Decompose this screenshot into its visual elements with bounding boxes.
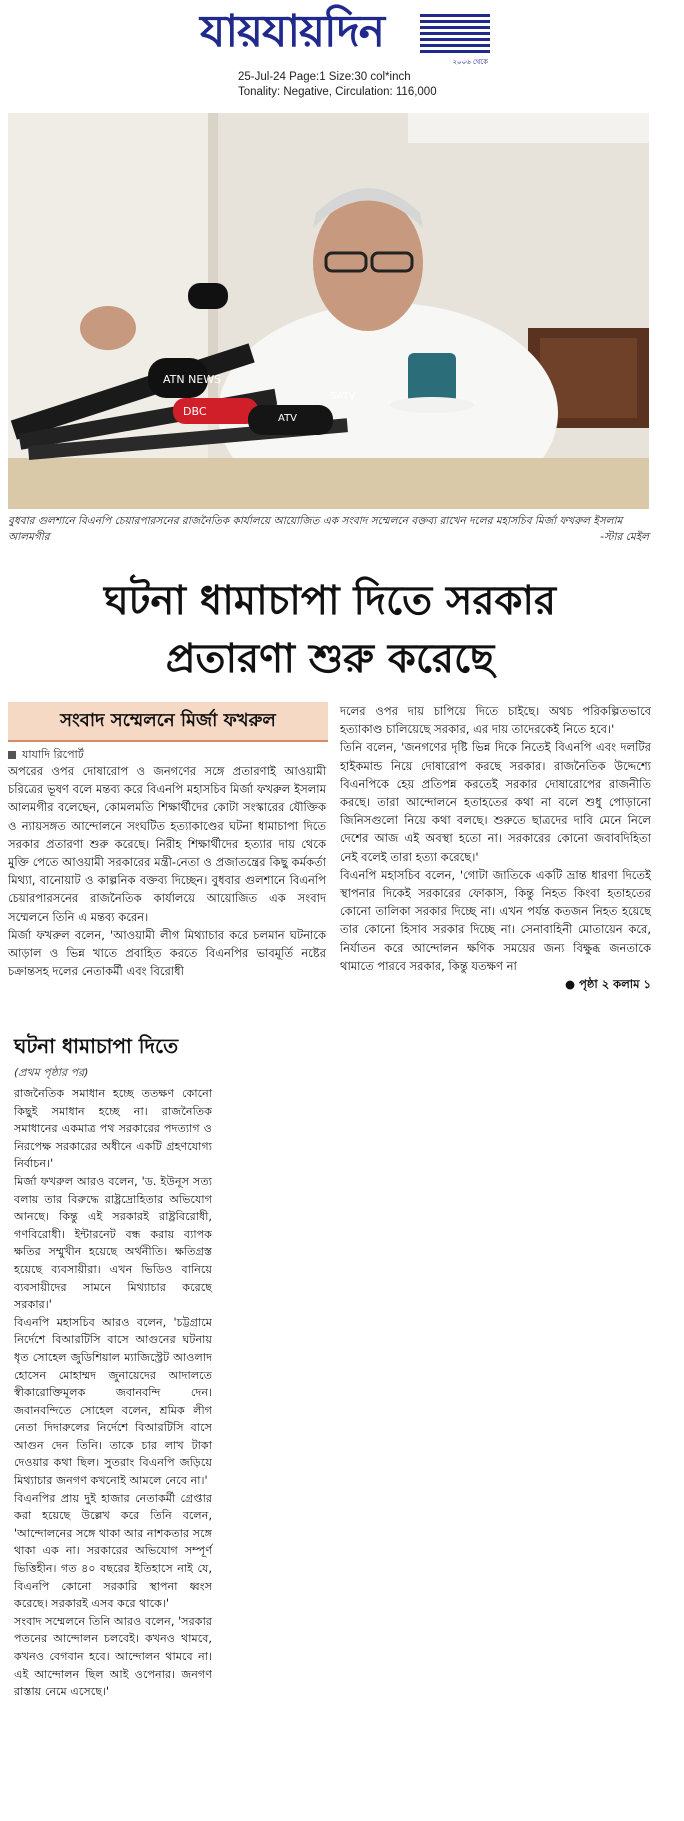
article-paragraph: তিনি বলেন, 'জনগণের দৃষ্টি ভিন্ন দিকে নিতেই বিএনপি এবং দলটির হাইকমান্ড নিয়ে দোষারোপ করছে সরকার। রাজনৈতিক উদ্দেশ্যে বিএনপিকে হেয় প্রতিপন্ন করতেই সরকার দোষারোপের রাজনীতি করছে। তারা আন্দোলনে হতাহতের কথা না বলে শুধু পোড়ানো জিনিসগুলো নিয়ে কথা বলছে। শুরুতে ছাত্রদের দাবি মেনে নিলে দেশের আজ এই অবস্থা হতো না। সরকারের কোনো জবাবদিহিতা নেই বলেই তারা হত্যা করেছে।': [340, 740, 651, 864]
continuation-paragraph: রাজনৈতিক সমাধান হচ্ছে ততক্ষণ কোনো কিছুই সমাধান হচ্ছে না। রাজনৈতিক সমাধানের একমাত্র পথ সরকারের পদত্যাগ ও নিরপেক্ষ সরকারের অধীনে একটি গ্রহণযোগ্য নির্বাচন।': [14, 1087, 212, 1171]
masthead-stripes: [420, 14, 490, 54]
mic-label-atv: ATV: [278, 413, 298, 424]
byline-text: যাযাদি রিপোর্ট: [22, 748, 84, 761]
masthead: [200, 4, 490, 66]
continuation-paragraph: মির্জা ফখরুল আরও বলেন, 'ড. ইউনূস সত্য বলায় তার বিরুদ্ধে রাষ্ট্রদ্রোহিতার অভিযোগ আনছে। কিন্তু এই সরকারই রাষ্ট্রবিরোধী, গণবিরোধী। ইন্টারনেট বন্ধ করায় ব্যাপক ক্ষতির সম্মুখীন হয়েছে অর্থনীতি। ক্ষতিগ্রস্ত হয়েছে ব্যবসায়ীরা। এখন ভিডিও বানিয়ে ব্যবসায়ীদের সামনে মিথ্যাচার করেছে সরকার।': [14, 1174, 212, 1312]
continuation-subtitle: (প্রথম পৃষ্ঠার পর): [14, 1066, 89, 1079]
article-paragraph: অপরের ওপর দোষারোপ ও জনগণের সঙ্গে প্রতারণাই আওয়ামী চরিত্রের ভূষণ বলে মন্তব্য করে বিএনপি মহাসচিব মির্জা ফখরুল ইসলাম আলমগীর বলেছেন, কোমলমতি শিক্ষার্থীদের কোটা সংস্কারের যৌক্তিক ও ন্যায়সঙ্গত আন্দোলনে সংঘটিত হত্যাকাণ্ডের ঘটনা ধামাচাপা দিতে সরকার প্রতারণা শুরু করেছে। নিরীহ শিক্ষার্থীদের হত্যার দায় থেকে মুক্তি পেতে আওয়ামী সরকারের মন্ত্রী-নেতা ও প্রজাতন্ত্রের কিছু কর্মকর্তা মিথ্যা, বানোয়াট ও কাল্পনিক বক্তব্য দিচ্ছেন। বুধবার গুলশানে বিএনপি চেয়ারপারসনের রাজনৈতিক কার্যালয়ে আয়োজিত এক সংবাদ সম্মেলনে তিনি এ মন্তব্য করেন।: [8, 764, 326, 924]
headline-line-2: প্রতারণা শুরু করেছে: [165, 635, 495, 682]
mic-label-atn: ATN NEWS: [163, 373, 222, 386]
article-paragraph: বিএনপি মহাসচিব বলেন, 'গোটা জাতিকে একটি ভ্রান্ত ধারণা দিতেই স্থাপনার দিকেই সরকারের ফোকাস, কিন্তু নিহত কিংবা হতাহতের কোনো তালিকা সরকার দিচ্ছে না। এখন পর্যন্ত কতজন নিহত হয়েছে তার কোনো হিসাব সরকার দিচ্ছে না। সেনাবাহিনী মোতায়েন করে, নির্যাতন করে আন্দোলন ক্ষণিক সময়ের জন্য বিক্ষুব্ধ জনতাকে থামাতে পারবে সরকার, কিন্তু যতক্ষণ না: [340, 867, 651, 973]
jump-reference: ● পৃষ্ঠা ২ কলাম ১: [565, 977, 651, 992]
headline-line-1: ঘটনা ধামাচাপা দিতে সরকার: [103, 577, 557, 624]
meta-line-1: 25-Jul-24 Page:1 Size:30 col*inch: [238, 71, 411, 83]
byline-square-icon: [8, 751, 16, 759]
meta-line-2: Tonality: Negative, Circulation: 116,000: [238, 86, 437, 98]
headline: [20, 572, 640, 688]
article-column-2: [340, 702, 651, 993]
photo-credit: -স্টার মেইল: [600, 531, 649, 543]
continuation-column: [14, 1085, 212, 1701]
press-conference-photo: [8, 113, 649, 509]
kicker-box: [8, 702, 328, 742]
continuation-title: ঘটনা ধামাচাপা দিতে: [14, 1034, 179, 1058]
masthead-logo: যায়যায়দিন: [200, 6, 385, 57]
kicker-text: সংবাদ সম্মেলনে মির্জা ফখরুল: [60, 710, 276, 731]
mic-label-dbc: DBC: [183, 405, 207, 418]
article-column-1: [8, 762, 326, 980]
photo-caption: [8, 513, 649, 545]
continuation-paragraph: সংবাদ সম্মেলনে তিনি আরও বলেন, 'সরকার পতনের আন্দোলন চলবেই। কখনও থামবে, কখনও বেগবান হবে। আন্দোলন থামবে না। এই আন্দোলন ছিল আই ওপেনার। জনগণ রাস্তায় নেমে এসেছে।': [14, 1614, 212, 1699]
masthead-tag: ২০০৬ থেকে: [452, 58, 488, 66]
caption-text: বুধবার গুলশানে বিএনপি চেয়ারপারসনের রাজনৈতিক কার্যালয়ে আয়োজিত এক সংবাদ সম্মেলনে বক্তব্য রাখেন দলের মহাসচিব মির্জা ফখরুল ইসলাম আলমগীর: [8, 515, 623, 543]
continuation-paragraph: বিএনপির প্রায় দুই হাজার নেতাকর্মী গ্রেপ্তার করা হয়েছে উল্লেখ করে তিনি বলেন, 'আন্দোলনের সঙ্গে থাকা আর নাশকতার সঙ্গে থাকা এক না। সরকারের অভিযোগ সম্পূর্ণ ভিত্তিহীন। গত ৪০ বছরের ইতিহাসে নাই যে, বিএনপি কোনো সরকারি স্থাপনা ধ্বংস করেছে। সরকারই এসব করে থাকে।': [14, 1491, 212, 1611]
article-paragraph: মির্জা ফখরুল বলেন, 'আওয়ামী লীগ মিথ্যাচার করে চলমান ঘটনাকে আড়াল ও ভিন্ন খাতে প্রবাহিত করতে বিএনপির ভাবমূর্তি নষ্টের চক্রান্তসহ দলের নেতাকর্মী এবং বিরোধী: [8, 927, 326, 979]
continuation-paragraph: বিএনপি মহাসচিব আরও বলেন, 'চট্টগ্রামে নির্দেশে বিআরটিসি বাসে আগুনের ঘটনায় ধৃত সোহেল জুডিশিয়াল ম্যাজিস্ট্রেট আওলাদ হোসেন মোহাম্মদ জুনায়েদের আদালতে স্বীকারোক্তিমূলক জবানবন্দি দেন। জবানবন্দিতে সোহেল বলেন, শ্রমিক লীগ নেতা দিদারুলের নির্দেশে বিআরটিসি বাসে আগুন দেন তিনি। তাকে চার লাখ টাকা দেওয়ার কথা ছিল। সুতরাং বিএনপি জড়িয়ে মিথ্যাচার জনগণ কখনোই আমলে নেবে না।': [14, 1315, 212, 1488]
clipping-meta: [238, 70, 437, 100]
article-paragraph: দলের ওপর দায় চাপিয়ে দিতে চাইছে। অথচ পরিকল্পিতভাবে হত্যাকাণ্ড চালিয়েছে সরকার, এর দায় তাদেরকেই নিতে হবে।': [340, 704, 651, 737]
photo-illustration: [8, 113, 649, 509]
mic-label-satv: SATV: [330, 391, 356, 402]
